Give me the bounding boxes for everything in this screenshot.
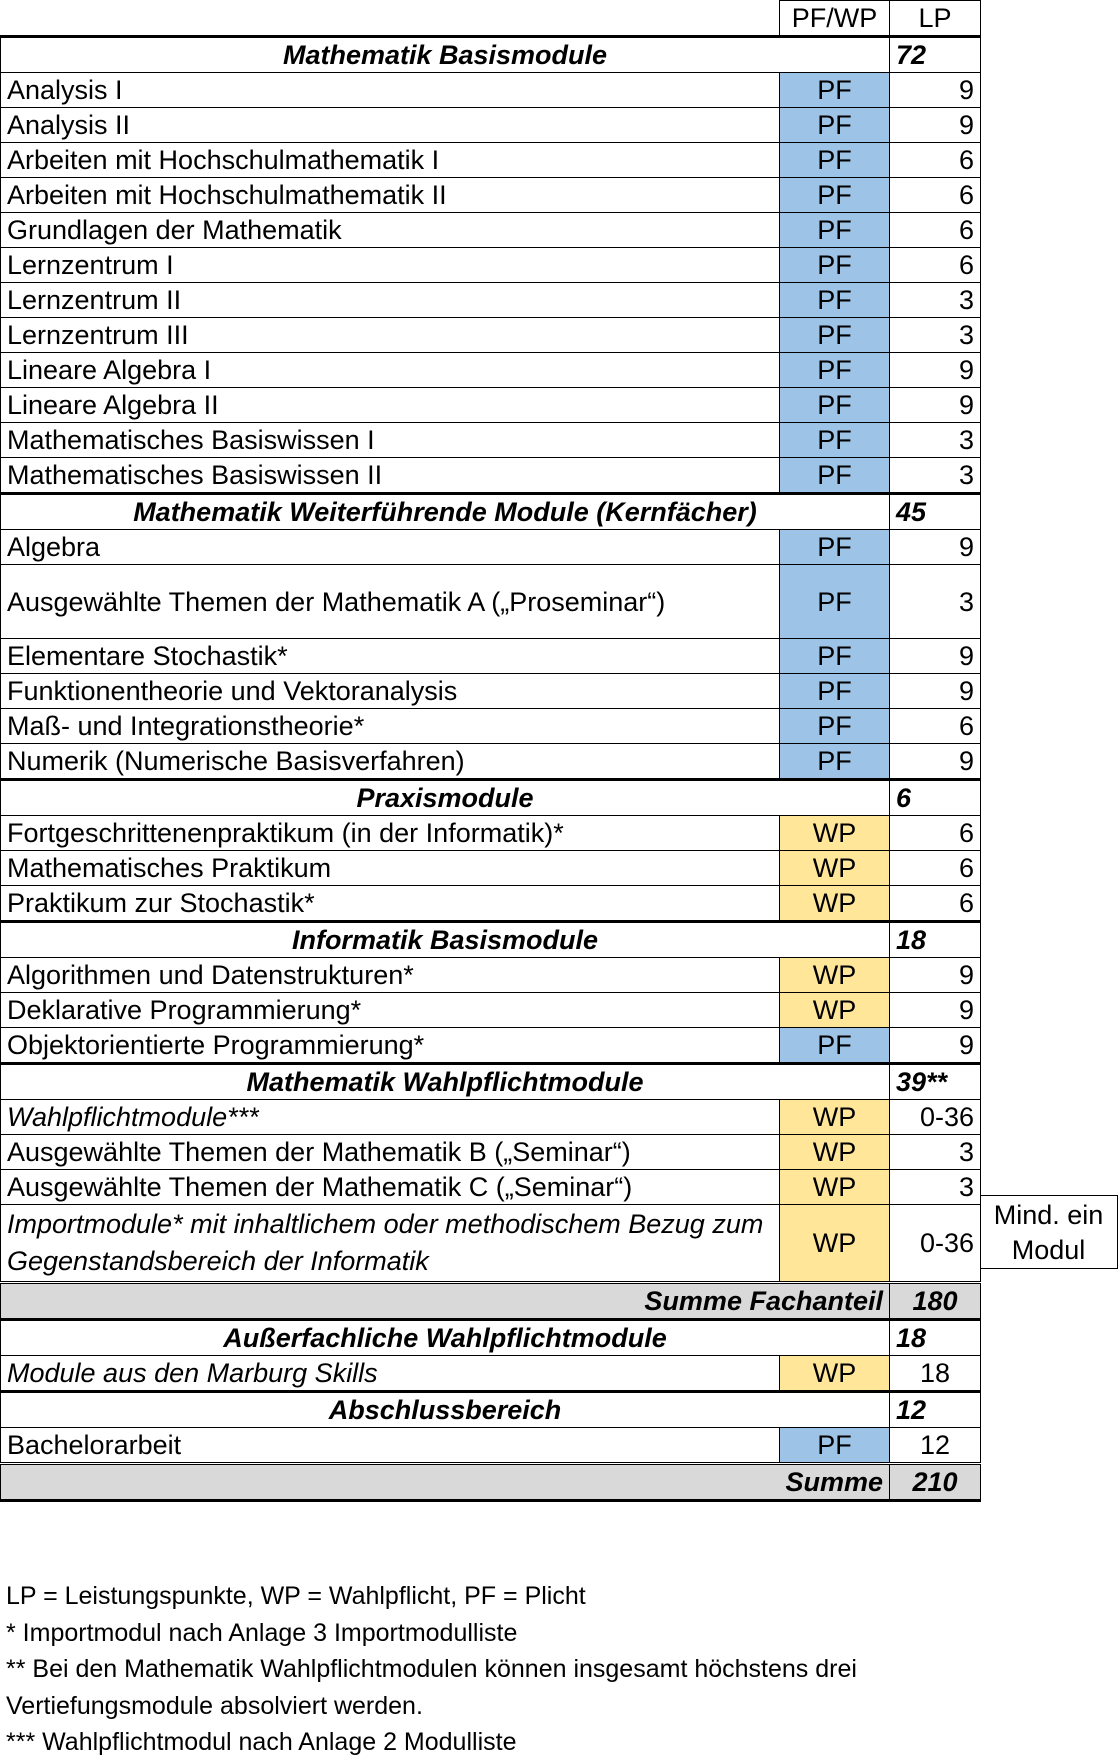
module-lp: 3 [890,1135,981,1170]
module-row [1,1428,981,1464]
module-name: Deklarative Programmierung* [1,993,780,1028]
module-type-badge: WP [780,1135,890,1170]
module-lp: 3 [890,318,981,353]
module-row [1,1356,981,1392]
module-row [1,108,981,143]
module-name: Algorithmen und Datenstrukturen* [1,958,780,993]
total-row [1,1464,981,1501]
module-lp: 9 [890,1028,981,1064]
module-name: Algebra [1,530,780,565]
module-name: Grundlagen der Mathematik [1,213,780,248]
module-name: Lernzentrum I [1,248,780,283]
footnote-line: * Importmodul nach Anlage 3 Importmodulliste [6,1618,518,1647]
section-header-row [1,494,981,530]
module-row [1,143,981,178]
module-row [1,1028,981,1064]
module-type-badge: PF [780,1428,890,1464]
module-type-badge: PF [780,423,890,458]
section-header-row [1,1064,981,1100]
module-type-badge: WP [780,993,890,1028]
header-pf-wp: PF/WP [780,1,890,37]
subtotal-lp: 180 [890,1283,981,1320]
module-type-badge: WP [780,816,890,851]
module-row [1,388,981,423]
module-name: Lernzentrum III [1,318,780,353]
section-lp: 18 [890,922,981,958]
module-type-badge: PF [780,744,890,780]
module-row [1,1100,981,1135]
module-name: Module aus den Marburg Skills [1,1356,780,1392]
module-lp: 6 [890,143,981,178]
module-type-badge: PF [780,709,890,744]
module-name: Mathematisches Basiswissen II [1,458,780,494]
section-header-row [1,1320,981,1356]
footnote-line: *** Wahlpflichtmodul nach Anlage 2 Modulliste [6,1728,517,1756]
module-type-badge: PF [780,248,890,283]
module-lp: 9 [890,108,981,143]
note-box-min-one-module: Mind. ein Modul [980,1195,1118,1269]
table-header-row [1,1,981,37]
module-lp: 6 [890,886,981,922]
module-lp: 9 [890,958,981,993]
module-type-badge: PF [780,73,890,108]
module-type-badge: PF [780,143,890,178]
module-row [1,958,981,993]
module-row [1,458,981,494]
module-lp: 18 [890,1356,981,1392]
module-row [1,178,981,213]
module-row [1,816,981,851]
module-lp: 9 [890,388,981,423]
module-name: Lernzentrum II [1,283,780,318]
section-lp: 12 [890,1392,981,1428]
module-name: Importmodule* mit inhaltlichem oder methodischem Bezug zum Gegenstandsbereich der Informatik [1,1205,780,1283]
module-type-badge: PF [780,108,890,143]
module-name: Objektorientierte Programmierung* [1,1028,780,1064]
module-lp: 6 [890,816,981,851]
module-row [1,423,981,458]
total-lp: 210 [890,1464,981,1501]
section-title: Mathematik Wahlpflichtmodule [1,1064,890,1100]
module-name: Analysis II [1,108,780,143]
module-row [1,709,981,744]
module-lp: 6 [890,709,981,744]
module-type-badge: WP [780,1356,890,1392]
section-title: Außerfachliche Wahlpflichtmodule [1,1320,890,1356]
module-row [1,851,981,886]
module-name: Elementare Stochastik* [1,639,780,674]
section-lp: 6 [890,780,981,816]
section-title: Mathematik Basismodule [1,37,890,73]
module-row [1,1135,981,1170]
module-name: Ausgewählte Themen der Mathematik A („Proseminar“) [1,565,780,639]
subtotal-row [1,1283,981,1320]
module-name: Funktionentheorie und Vektoranalysis [1,674,780,709]
module-type-badge: PF [780,213,890,248]
module-lp: 3 [890,283,981,318]
module-type-badge: PF [780,565,890,639]
section-header-row [1,780,981,816]
module-type-badge: PF [780,178,890,213]
footnote-line: LP = Leistungspunkte, WP = Wahlpflicht, PF = Plicht [6,1582,586,1610]
header-lp: LP [890,1,981,37]
module-type-badge: PF [780,1028,890,1064]
section-lp: 45 [890,494,981,530]
module-type-badge: PF [780,318,890,353]
module-name: Numerik (Numerische Basisverfahren) [1,744,780,780]
module-name: Lineare Algebra I [1,353,780,388]
module-type-badge: WP [780,886,890,922]
section-title: Abschlussbereich [1,1392,890,1428]
section-lp: 39** [890,1064,981,1100]
module-row [1,565,981,639]
module-row [1,530,981,565]
module-table-body [1,1,981,1501]
module-type-badge: PF [780,674,890,709]
module-lp: 3 [890,458,981,494]
module-lp: 12 [890,1428,981,1464]
module-lp: 9 [890,993,981,1028]
module-lp: 9 [890,530,981,565]
module-type-badge: PF [780,458,890,494]
module-type-badge: PF [780,388,890,423]
module-row [1,353,981,388]
module-lp: 6 [890,248,981,283]
section-header-row [1,37,981,73]
module-lp: 6 [890,178,981,213]
module-lp: 9 [890,674,981,709]
module-name: Ausgewählte Themen der Mathematik C („Seminar“) [1,1170,780,1205]
module-lp: 9 [890,73,981,108]
module-name: Maß- und Integrationstheorie* [1,709,780,744]
module-lp: 3 [890,565,981,639]
module-type-badge: WP [780,1205,890,1283]
module-row [1,318,981,353]
section-title: Praxismodule [1,780,890,816]
module-name: Mathematisches Basiswissen I [1,423,780,458]
module-name: Arbeiten mit Hochschulmathematik I [1,143,780,178]
module-type-badge: WP [780,958,890,993]
section-header-row [1,922,981,958]
module-row [1,1170,981,1205]
module-type-badge: WP [780,1100,890,1135]
module-name: Bachelorarbeit [1,1428,780,1464]
module-lp: 3 [890,423,981,458]
module-row [1,639,981,674]
module-type-badge: WP [780,851,890,886]
module-lp: 6 [890,851,981,886]
module-row [1,886,981,922]
section-title: Informatik Basismodule [1,922,890,958]
footnote-line: Vertiefungsmodule absolviert werden. [6,1691,423,1720]
module-name: Praktikum zur Stochastik* [1,886,780,922]
module-name: Ausgewählte Themen der Mathematik B („Seminar“) [1,1135,780,1170]
module-row [1,213,981,248]
module-row [1,73,981,108]
module-row [1,248,981,283]
module-lp: 0-36 [890,1100,981,1135]
module-row [1,674,981,709]
footnote-line: ** Bei den Mathematik Wahlpflichtmodulen können insgesamt höchstens drei [6,1655,857,1683]
module-lp: 9 [890,744,981,780]
header-blank-cell [1,1,780,37]
module-row [1,744,981,780]
module-type-badge: PF [780,639,890,674]
total-label: Summe [1,1464,890,1501]
module-name: Lineare Algebra II [1,388,780,423]
module-row [1,1205,981,1283]
section-header-row [1,1392,981,1428]
module-lp: 0-36 [890,1205,981,1283]
module-lp: 3 [890,1170,981,1205]
section-title: Mathematik Weiterführende Module (Kernfächer) [1,494,890,530]
module-name: Arbeiten mit Hochschulmathematik II [1,178,780,213]
module-name: Analysis I [1,73,780,108]
section-lp: 18 [890,1320,981,1356]
module-name: Mathematisches Praktikum [1,851,780,886]
module-type-badge: PF [780,353,890,388]
module-name: Fortgeschrittenenpraktikum (in der Informatik)* [1,816,780,851]
module-type-badge: PF [780,283,890,318]
module-name: Wahlpflichtmodule*** [1,1100,780,1135]
section-lp: 72 [890,37,981,73]
module-lp: 6 [890,213,981,248]
subtotal-label: Summe Fachanteil [1,1283,890,1320]
module-lp: 9 [890,353,981,388]
module-type-badge: PF [780,530,890,565]
module-type-badge: WP [780,1170,890,1205]
footnotes [6,1578,1106,1761]
module-row [1,283,981,318]
module-row [1,993,981,1028]
module-lp: 9 [890,639,981,674]
